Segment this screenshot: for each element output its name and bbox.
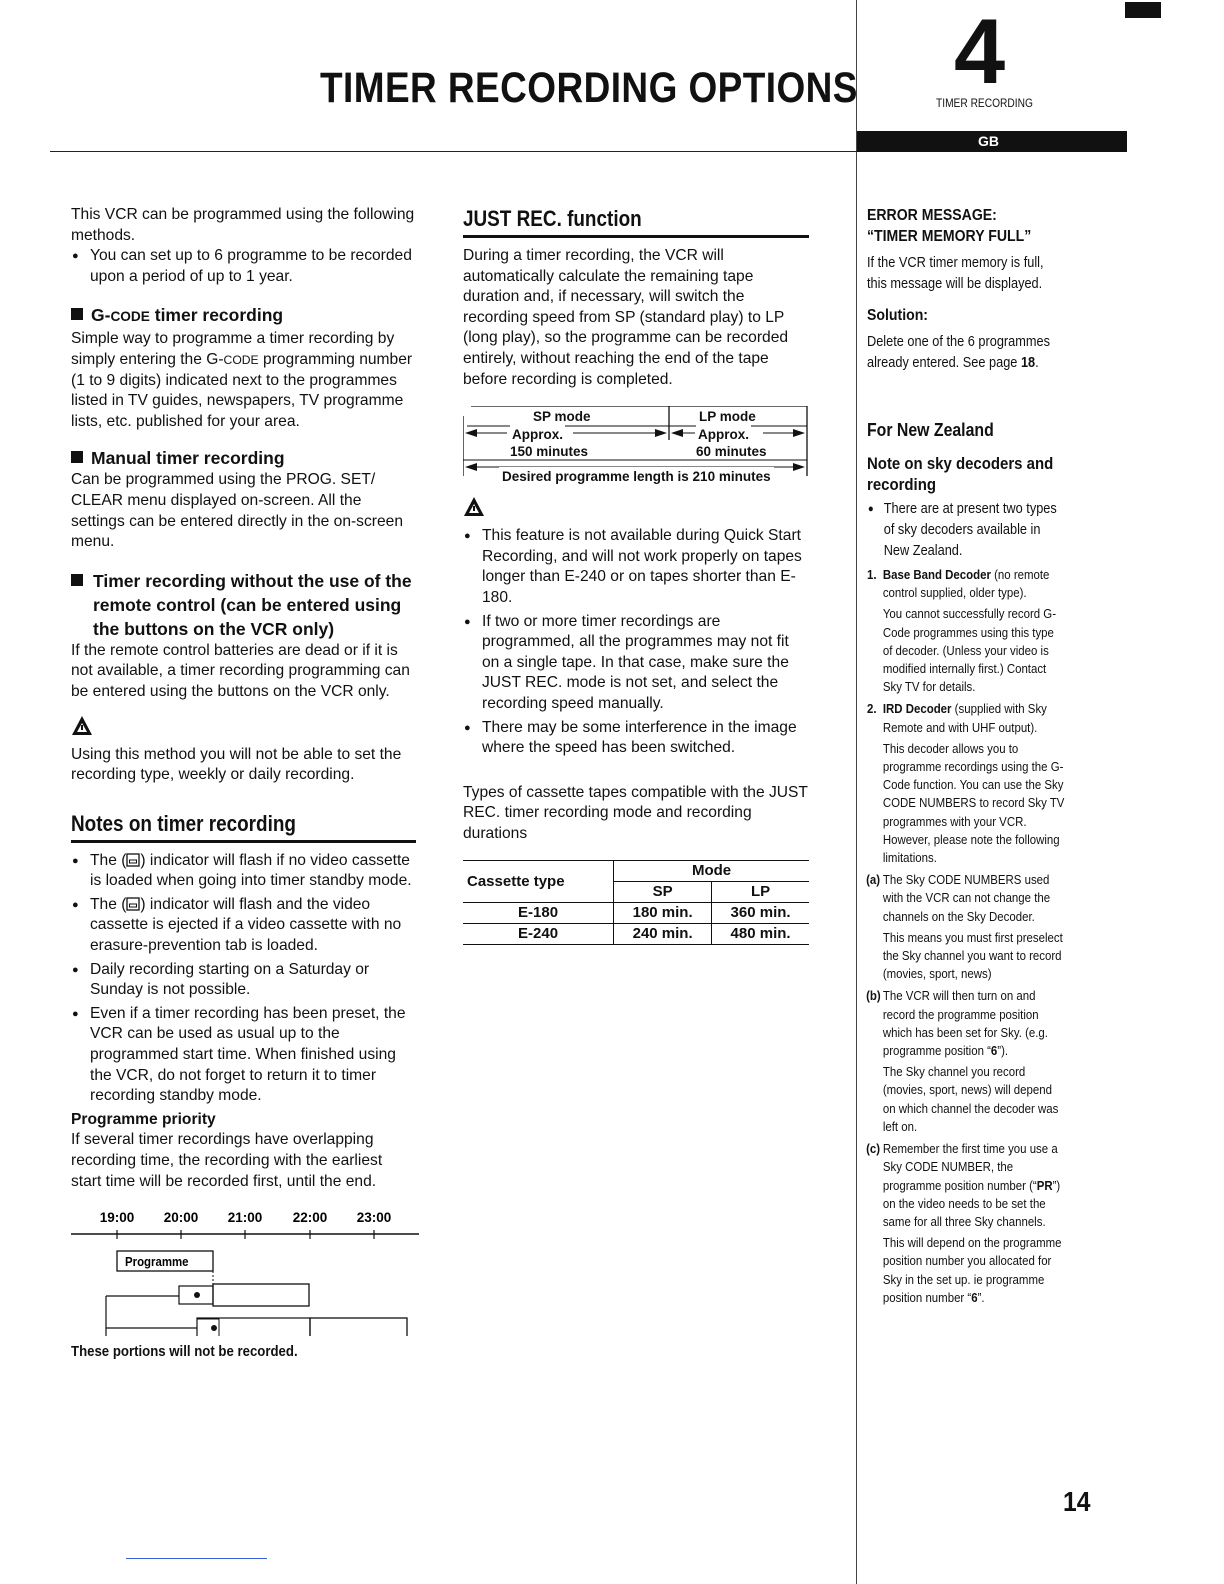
sp-lp-mode-diagram (463, 406, 809, 484)
limitation-b: (b) The VCR will then turn on and record the programme position which has been set for Sky. (e.g. programme position “6”). The Sky channel you record (movies, sport, news) will depend on which channel the decoder was left on. (866, 988, 1059, 1134)
list-item: ● There are at present two types of sky decoders available in New Zealand. (867, 499, 1065, 562)
just-rec-heading: JUST REC. function (463, 206, 642, 231)
sky-list (867, 499, 1065, 562)
list-item: 1. Base Band Decoder (no remote control supplied, older type). You cannot successfully record G-Code programmes using this type of decoder. (Unless your video is modified internally first.) Contact Sky TV for details. (867, 567, 1057, 695)
intro-text: This VCR can be programmed using the following methods. (71, 206, 415, 244)
list-item: ● The ( ) indicator will flash if no video cassette is loaded when going into timer standby mode. (71, 851, 416, 892)
chapter-number: 4 (954, 1, 1006, 103)
chapter-label: TIMER RECORDING (936, 96, 1033, 110)
sp-approx-label: Approx. (510, 425, 565, 446)
list-item: ● Even if a timer recording has been preset, the VCR can be used as usual up to the programmed start time. When finished using the VCR, do not forget to return it to timer recording standby mode. (71, 1004, 416, 1107)
cell-type: E-240 (463, 924, 614, 945)
lp-mode-label: LP mode (699, 409, 756, 425)
sp-mode-label: SP mode (533, 409, 591, 425)
cassette-indicator-icon (126, 853, 140, 867)
list-item: ● Daily recording starting on a Saturday or Sunday is not possible. (71, 960, 416, 1001)
timeline-time-label: 22:00 (292, 1210, 328, 1226)
language-bar (857, 131, 1127, 152)
limitation-c: (c) Remember the first time you use a Sky CODE NUMBER, the programme position number (“PR”) on the video needs to be set the same for all three Sky channels. This will depend on the programme position number you allocated for Sky in the set up. ie programme position number “6”. (866, 1141, 1062, 1305)
priority-text: If several timer recordings have overlapping recording time, the recording with the earliest start time will be recorded first, until the end. (71, 1131, 383, 1190)
cell-sp: 240 min. (614, 924, 712, 945)
timeline-time-label: 21:00 (227, 1210, 263, 1226)
lp-minutes-label: 60 minutes (696, 444, 767, 460)
right-column (867, 205, 1092, 1307)
no-remote-heading: Timer recording without the use of the remote control (can be entered using the buttons on the VCR only) (71, 569, 416, 641)
just-rec-rule (463, 235, 809, 238)
error-text: If the VCR timer memory is full, this message will be displayed. (867, 255, 1044, 292)
notes-list (71, 851, 416, 1107)
timeline-caption: These portions will not be recorded. (71, 1343, 298, 1361)
error-heading: ERROR MESSAGE: (867, 207, 997, 224)
timeline-time-label: 23:00 (356, 1210, 392, 1226)
cell-lp: 480 min. (730, 925, 791, 943)
square-bullet-icon (71, 308, 83, 320)
warning-icon (463, 496, 485, 518)
limitation-a: (a) The Sky CODE NUMBERS used with the VCR can not change the channels on the Sky Decoder. This means you must first preselect the Sky channel you want to record (movies, sport, news) (866, 872, 1063, 982)
notes-rule (71, 840, 416, 843)
sp-minutes-label: 150 minutes (510, 444, 589, 460)
manual-text: Can be programmed using the PROG. SET/ CLEAR menu displayed on-screen. All the settings can be entered directly in the on-screen menu. (71, 471, 403, 551)
just-rec-text: During a timer recording, the VCR will automatically calculate the remaining tape duration and, if necessary, will switch the recording speed from SP (standard play) to LP (long play), so the programme can be recorded entirely, without reaching the end of the tape before recording is completed. (463, 247, 789, 388)
just-rec-notes (463, 526, 809, 759)
footer-line (126, 1558, 267, 1559)
col-header-cassette-type: Cassette type (463, 861, 614, 903)
col-header-lp: LP (750, 883, 771, 901)
corner-tab-mark (1125, 2, 1161, 18)
decoder-types-list (867, 566, 1065, 867)
manual-heading: Manual timer recording (71, 446, 416, 470)
list-item: ● You can set up to 6 programme to be recorded upon a period of up to 1 year. (71, 246, 416, 287)
square-bullet-icon (71, 574, 83, 586)
lp-approx-label: Approx. (696, 425, 751, 446)
intro-list (71, 246, 416, 287)
cell-sp: 180 min. (614, 903, 712, 924)
list-item: ● There may be some interference in the image where the speed has been switched. (463, 718, 809, 759)
cassette-types-text: Types of cassette tapes compatible with the JUST REC. timer recording mode and recording durations (463, 783, 808, 842)
list-item: ● The ( ) indicator will flash and the video cassette is ejected if a video cassette with no erasure-prevention tab is loaded. (71, 895, 416, 957)
error-message: “TIMER MEMORY FULL” (867, 228, 1032, 245)
list-item: 2. IRD Decoder (supplied with Sky Remote and with UHF output). This decoder allows you to programme recordings using the G-Code function. You can use the Sky CODE NUMBERS to record Sky TV programmes with your VCR. However, please note the following limitations. (867, 701, 1065, 866)
gcode-heading: G-CODE timer recording (71, 303, 416, 329)
solution-heading: Solution: (867, 307, 928, 324)
no-remote-text: If the remote control batteries are dead or if it is not available, a timer recording programming can be entered using the buttons on the VCR only. (71, 641, 410, 700)
warning-icon (71, 715, 93, 737)
square-bullet-icon (71, 451, 83, 463)
timeline-time-label: 20:00 (163, 1210, 199, 1226)
timeline-time-label: 19:00 (99, 1210, 135, 1226)
programme-bar-1 (213, 1284, 309, 1306)
sky-decoders-heading: Note on sky decoders and recording (867, 454, 1054, 494)
cassette-table (463, 860, 809, 945)
cell-type: E-180 (463, 903, 614, 924)
middle-column (463, 205, 809, 945)
header-rule (50, 151, 857, 152)
language-label: GB (978, 133, 999, 149)
notes-heading: Notes on timer recording (71, 810, 296, 836)
column-divider (856, 0, 857, 1584)
cassette-indicator-icon (126, 897, 140, 911)
col-header-sp: SP (614, 882, 712, 903)
warning-text: Using this method you will not be able to set the recording type, weekly or daily recording. (71, 745, 402, 784)
page-title: TIMER RECORDING OPTIONS (320, 64, 858, 112)
cell-lp: 360 min. (730, 904, 791, 922)
left-column (71, 205, 416, 1363)
solution-text: Delete one of the 6 programmes already entered. See page 18. (867, 334, 1050, 371)
list-item: ● This feature is not available during Quick Start Recording, and will not work properly on tapes longer than E-240 or on tapes shorter than E-180. (463, 526, 809, 608)
table-row (463, 903, 809, 924)
list-item: ● If two or more timer recordings are programmed, all the programmes may not fit on a single tape. In that case, make sure the JUST REC. mode is not set, and select the recording speed manually. (463, 612, 809, 715)
priority-timeline-diagram (71, 1206, 421, 1336)
desired-length-caption: Desired programme length is 210 minutes (499, 467, 774, 488)
gcode-text: Simple way to programme a timer recording by simply entering the G-CODE programming number (1 to 9 digits) indicated next to the programmes listed in TV guides, newspapers, TV programme lists, etc. published for your area. (71, 330, 413, 430)
priority-heading: Programme priority (71, 1110, 216, 1128)
programme-label: Programme (125, 1254, 189, 1270)
new-zealand-heading: For New Zealand (867, 420, 994, 440)
col-header-mode: Mode (614, 861, 809, 882)
page-number: 14 (1063, 1486, 1091, 1517)
programme-bar-2 (310, 1318, 407, 1336)
table-row (463, 924, 809, 945)
